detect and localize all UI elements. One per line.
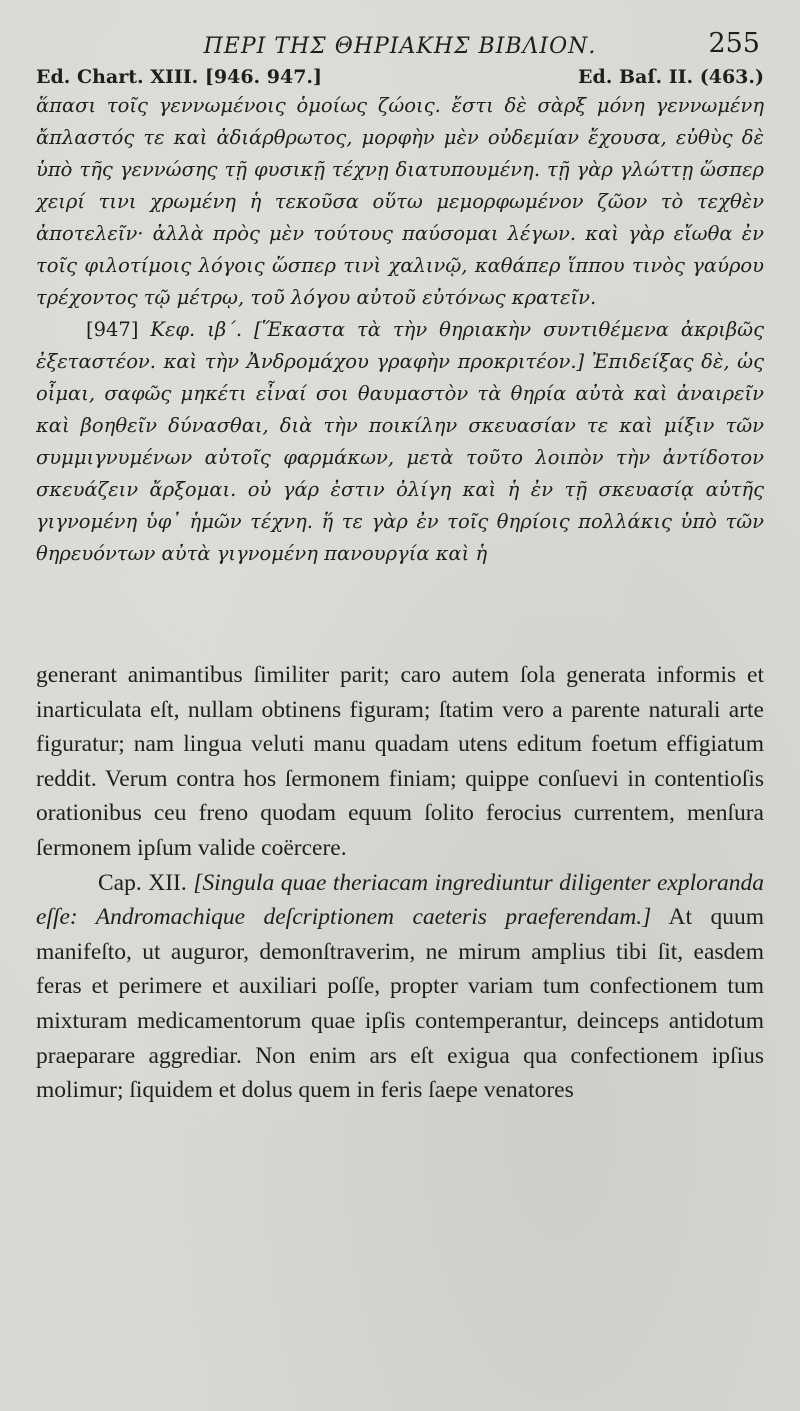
section-gap <box>36 570 764 658</box>
latin-text <box>36 658 764 1108</box>
latin-paragraph-2 <box>36 866 764 1108</box>
running-head <box>36 26 764 62</box>
greek-text <box>36 90 764 570</box>
latin-chapter-body: At quum manifeſto, ut auguror, demonſtraverim, ne mirum amplius tibi ſit, easdem feras et perimere et auxiliari poſſe, propter variam tum confectionem tum mixturam medicamentorum quae ipſis contemperantur, deinceps antidotum praeparare aggrediar. Non enim ars eſt exigua qua confectionem ipſius molimur; ſiquidem et dolus quem in feris ſaepe venatores <box>36 904 764 1104</box>
page-marker: [947] <box>86 318 139 341</box>
running-title: ΠΕΡΙ ΤΗΣ ΘΗΡΙΑΚΗΣ ΒΙΒΛΙΟΝ. <box>203 34 597 59</box>
latin-chapter-summary: [Singula quae theriacam ingrediuntur diligenter exploranda eſſe: Andromachique deſcriptionem caeteris praeferendam.] <box>36 869 764 931</box>
latin-chapter-heading: Cap. XII. <box>98 869 187 896</box>
greek-paragraph-2 <box>36 314 764 570</box>
edition-reference-chartier: Ed. Chart. XIII. [946. 947.] <box>36 66 323 88</box>
greek-chapter-summary: [Ἕκαστα τὰ τὴν θηριακὴν συντιθέμενα ἀκριβῶς ἐξεταστέον. καὶ τὴν Ἀνδρομάχου γραφὴν προκριτέον.] <box>36 318 764 373</box>
edition-references <box>36 64 764 90</box>
greek-chapter-body: Ἐπιδείξας δὲ, ὡς οἶμαι, σαφῶς μηκέτι εἶναί σοι θαυμαστὸν τὰ θηρία αὐτὰ καὶ ἀναιρεῖν καὶ βοηθεῖν δύνασθαι, διὰ τὴν ποικίλην σκευασίαν τε καὶ μίξιν τῶν συμμιγνυμένων αὐτοῖς φαρμάκων, μετὰ τοῦτο λοιπὸν τὴν ἀντίδοτον σκευάζειν ἄρξομαι. οὐ γάρ ἐστιν ὀλίγη καὶ ἡ ἐν τῇ σκευασίᾳ αὐτῆς γιγνομένη ὑφ᾽ ἡμῶν τέχνη. ἥ τε γὰρ ἐν τοῖς θηρίοις πολλάκις ὑπὸ τῶν θηρευόντων αὐτὰ γιγνομένη πανουργία καὶ ἡ <box>36 350 765 565</box>
greek-chapter-heading: Κεφ. ιβ΄. <box>150 318 243 341</box>
greek-paragraph-1: ἅπασι τοῖς γεννωμένοις ὁμοίως ζώοις. ἔστι δὲ σὰρξ μόνη γεννωμένη ἄπλαστός τε καὶ ἀδιάρθρωτος, μορφὴν μὲν οὐδεμίαν ἔχουσα, εὐθὺς δὲ ὑπὸ τῆς γεννώσης τῇ φυσικῇ τέχνῃ διατυπουμένη. τῇ γὰρ γλώττῃ ὥσπερ χειρί τινι χρωμένη ἡ τεκοῦσα οὕτω μεμορφωμένον ζῶον τὸ τεχθὲν ἀποτελεῖν· ἀλλὰ πρὸς μὲν τούτους παύσομαι λέγων. καὶ γὰρ εἴωθα ἐν τοῖς φιλοτίμοις λόγοις ὥσπερ τινὶ χαλινῷ, καθάπερ ἵππου τινὸς γαύρου τρέχοντος τῷ μέτρῳ, τοῦ λόγου αὐτοῦ εὐτόνως κρατεῖν. <box>36 94 764 309</box>
latin-paragraph-1: generant animantibus ſimiliter parit; caro autem ſola generata informis et inarticulata eſt, nullam obtinens figuram; ſtatim vero a parente naturali arte figuratur; nam lingua veluti manu quadam utens editum foetum effigiatum reddit. Verum contra hos ſermonem finiam; quippe conſuevi in contentioſis orationibus ceu freno quodam equum ſolito ferocius currentem, menſura ſermonem ipſum valide coërcere. <box>36 662 764 861</box>
page-number: 255 <box>708 28 760 59</box>
edition-reference-basel: Ed. Baſ. II. (463.) <box>577 66 764 88</box>
